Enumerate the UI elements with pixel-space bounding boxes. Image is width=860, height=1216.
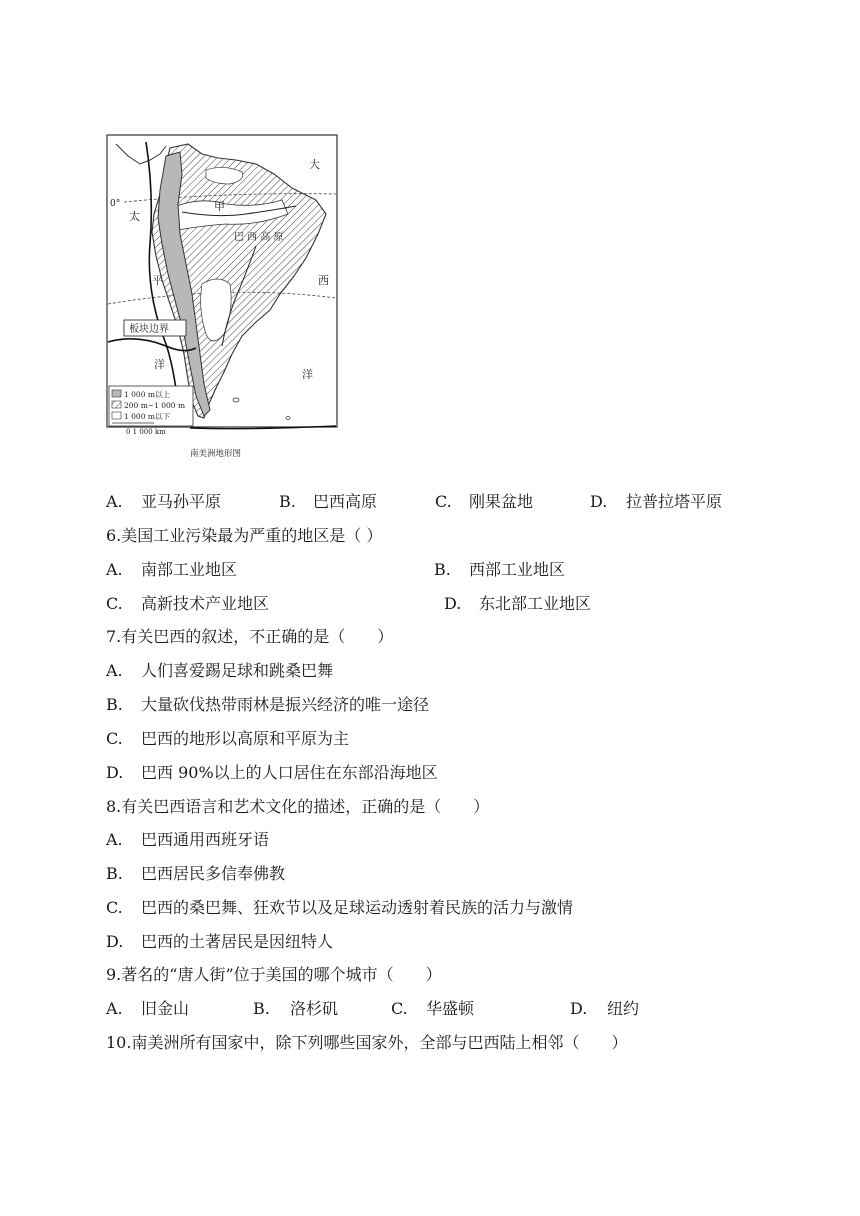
map-label-yang-left: 洋 — [154, 358, 165, 371]
q8-option-c-letter: C. — [106, 898, 123, 917]
boundary-label: 板块边界 — [129, 324, 169, 335]
q6-option-c-text: 高新技术产业地区 — [141, 594, 270, 613]
q10-stem: 10.南美洲所有国家中，除下列哪些国家外，全部与巴西陆上相邻（ ） — [106, 1033, 628, 1052]
q7-option-d-letter: D. — [106, 763, 124, 782]
q7-option-d-text: 巴西 90%以上的人口居住在东部沿海地区 — [141, 763, 438, 782]
legend-low-label: 1 000 m以下 — [124, 412, 170, 421]
q6-option-b-text: 西部工业地区 — [469, 560, 566, 579]
legend-mid-label: 200 m~1 000 m — [124, 401, 186, 410]
q8-option-a-letter: A. — [106, 830, 123, 849]
q7-option-c-letter: C. — [106, 729, 123, 748]
q5-option-c-letter: C. — [435, 492, 452, 511]
map-label-yang-right: 洋 — [302, 368, 313, 381]
q5-option-a-text: 亚马孙平原 — [141, 492, 222, 511]
map-label-xi: 西 — [318, 274, 329, 287]
q7-option-a-letter: A. — [106, 661, 123, 680]
q6-option-d-text: 东北部工业地区 — [479, 594, 592, 613]
q7-option-b-letter: B. — [106, 695, 123, 714]
legend-high-label: 1 000 m以上 — [124, 390, 170, 399]
map-label-tai: 太 — [129, 210, 140, 223]
q5-option-a-letter: A. — [106, 492, 123, 511]
q5-option-b-text: 巴西高原 — [313, 492, 378, 511]
q9-option-a-letter: A. — [106, 999, 123, 1018]
falkland-islands — [233, 398, 239, 402]
q8-option-b-letter: B. — [106, 864, 123, 883]
q5-option-d-text: 拉普拉塔平原 — [626, 492, 723, 511]
south-america-terrain-map — [106, 134, 340, 464]
q7-stem: 7.有关巴西的叙述，不正确的是（ ） — [106, 627, 394, 646]
q8-stem: 8.有关巴西语言和艺术文化的描述，正确的是（ ） — [106, 797, 490, 816]
q9-option-d-letter: D. — [570, 999, 588, 1018]
q6-option-c-letter: C. — [106, 594, 123, 613]
map-graphic — [106, 134, 340, 464]
q9-option-a-text: 旧金山 — [141, 999, 190, 1018]
q5-option-b-letter: B. — [279, 492, 296, 511]
q7-option-a-text: 人们喜爱踢足球和跳桑巴舞 — [141, 661, 334, 680]
q9-option-b-letter: B. — [253, 999, 270, 1018]
legend-swatch-mid — [112, 401, 121, 408]
q6-option-b-letter: B. — [434, 560, 451, 579]
island — [286, 417, 290, 420]
q7-option-b-text: 大量砍伐热带雨林是振兴经济的唯一途径 — [141, 695, 430, 714]
q7-option-c-text: 巴西的地形以高原和平原为主 — [141, 729, 350, 748]
q5-option-d-letter: D. — [590, 492, 608, 511]
map-label-plateau: 巴 西 高 原 — [234, 232, 284, 243]
q6-stem: 6.美国工业污染最为严重的地区是（ ） — [106, 526, 383, 545]
legend-swatch-high — [112, 390, 121, 397]
q8-option-d-letter: D. — [106, 932, 124, 951]
equator-label: 0° — [110, 199, 121, 209]
q9-stem: 9.著名的“唐人街”位于美国的哪个城市（ ） — [106, 965, 442, 984]
q9-option-c-letter: C. — [391, 999, 408, 1018]
map-label-jia: 甲 — [214, 200, 225, 213]
q8-option-c-text: 巴西的桑巴舞、狂欢节以及足球运动透射着民族的活力与激情 — [141, 898, 574, 917]
map-label-ping: 平 — [152, 274, 163, 287]
q6-option-d-letter: D. — [444, 594, 462, 613]
q6-option-a-letter: A. — [106, 560, 123, 579]
q9-option-d-text: 纽约 — [607, 999, 640, 1018]
legend-swatch-low — [112, 412, 121, 419]
legend-scale-label: 0 1 000 km — [126, 428, 166, 436]
q9-option-c-text: 华盛顿 — [426, 999, 475, 1018]
q8-option-d-text: 巴西的土著居民是因纽特人 — [141, 932, 334, 951]
q6-option-a-text: 南部工业地区 — [141, 560, 238, 579]
q9-option-b-text: 洛杉矶 — [290, 999, 339, 1018]
map-caption: 南美洲地形图 — [190, 449, 242, 459]
map-label-da: 大 — [309, 158, 320, 171]
q5-option-c-text: 刚果盆地 — [469, 492, 534, 511]
q8-option-a-text: 巴西通用西班牙语 — [141, 830, 270, 849]
q8-option-b-text: 巴西居民多信奉佛教 — [141, 864, 286, 883]
